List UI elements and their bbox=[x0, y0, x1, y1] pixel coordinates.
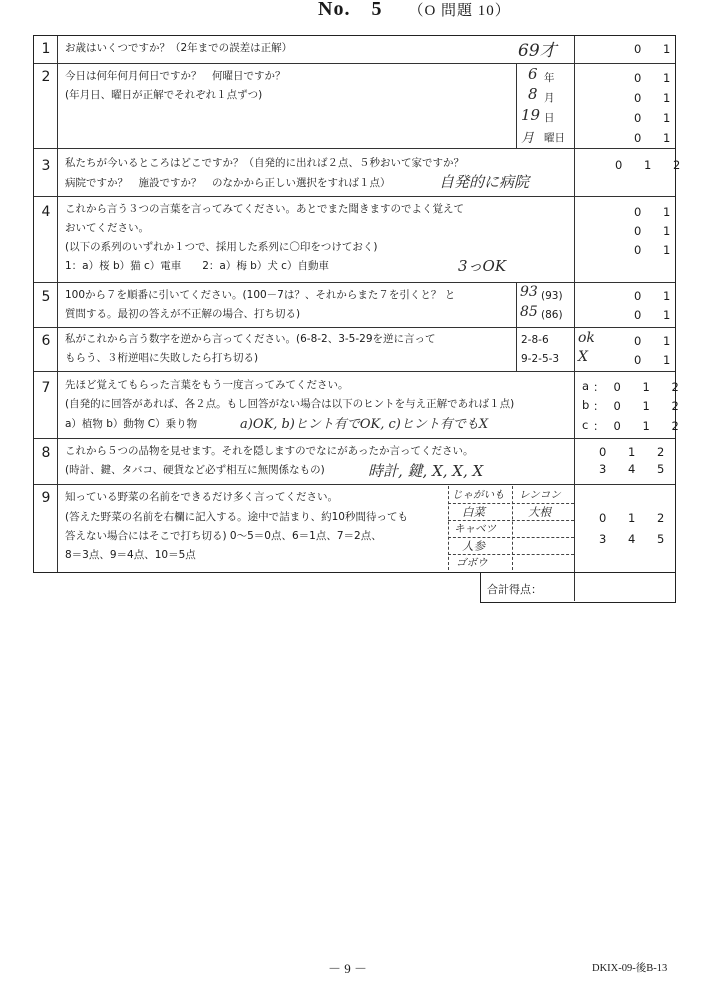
row-number: 3 bbox=[41, 158, 51, 174]
handwritten-vegetable: ゴボウ bbox=[456, 557, 488, 569]
question-text: 私がこれから言う数字を逆から言ってください。(6-8-2、3-5-29を逆に言って bbox=[65, 333, 436, 345]
page-number: － 9 － bbox=[328, 961, 368, 976]
handwritten-answer: 時計, 鍵, X, X, X bbox=[368, 462, 484, 480]
row-number: 1 bbox=[41, 41, 51, 57]
digit-sequence: 9-2-5-3 bbox=[521, 353, 560, 365]
handwritten-vegetable: 大根 bbox=[528, 505, 551, 519]
reference-answer: (86) bbox=[541, 309, 563, 321]
score-options: 0 1 2 bbox=[615, 158, 690, 172]
score-options: ：0 1 2 bbox=[593, 380, 688, 394]
handwritten-vegetable: 人参 bbox=[462, 539, 485, 553]
row-divider bbox=[34, 371, 675, 372]
assessment-table bbox=[33, 35, 690, 573]
score-options: 0 1 bbox=[634, 289, 680, 303]
total-divider bbox=[574, 573, 575, 601]
question-text: 私たちが今いるところはどこですか？（自発的に出れば２点、５秒おいて家ですか？ bbox=[65, 157, 464, 169]
row-number: 5 bbox=[41, 289, 51, 305]
question-text: (時計、鍵、タバコ、硬貨など必ず相互に無関係なもの) bbox=[65, 464, 325, 476]
form-subtitle: （O 問題 10） bbox=[408, 3, 511, 19]
item-label: b bbox=[582, 398, 590, 412]
unit-label: 月 bbox=[544, 92, 555, 104]
row-number: 7 bbox=[41, 380, 51, 396]
form-number: No. 5 bbox=[318, 0, 383, 20]
item-label: c bbox=[582, 418, 589, 432]
score-options: 0 1 bbox=[634, 91, 680, 105]
question-text: 知っている野菜の名前をできるだけ多く言ってください。 bbox=[65, 491, 338, 503]
handwritten-day: 19 bbox=[521, 106, 541, 124]
question-text: 病院ですか？ 施設ですか？ のなかから正しい選択をすれば１点） bbox=[65, 177, 391, 189]
question-text: 質問する。最初の答えが不正解の場合、打ち切る) bbox=[65, 308, 301, 320]
row-divider bbox=[34, 484, 675, 485]
score-options: 0 1 bbox=[634, 334, 680, 348]
score-column-divider bbox=[574, 36, 575, 572]
score-options: 0 1 bbox=[634, 243, 680, 257]
question-text: 8＝3点、9＝4点、10＝5点 bbox=[65, 549, 196, 561]
item-label: a bbox=[582, 379, 590, 393]
score-options: 0 1 bbox=[634, 131, 680, 145]
unit-label: 年 bbox=[544, 72, 555, 84]
score-options: 3 4 5 bbox=[599, 462, 674, 476]
handwritten-answer: 85 bbox=[520, 304, 538, 320]
question-text: もらう、３桁逆唱に失敗したら打ち切る) bbox=[65, 352, 259, 364]
row-number: 8 bbox=[41, 445, 51, 461]
document-code: DKIX-09-後B-13 bbox=[592, 963, 668, 974]
r9-veg-left-edge bbox=[448, 486, 449, 570]
total-score-label: 合計得点： bbox=[487, 583, 542, 596]
score-options: 0 1 bbox=[634, 224, 680, 238]
question-text: (以下の系列のいずれか１つで、採用した系列に〇印をつけておく) bbox=[65, 241, 378, 253]
score-options: ：0 1 2 bbox=[593, 399, 688, 413]
r2-answer-divider bbox=[516, 63, 517, 148]
question-text: これから言う３つの言葉を言ってみてください。あとでまた聞きますのでよく覚えて bbox=[65, 203, 464, 215]
row-divider bbox=[34, 282, 675, 283]
score-options: 0 1 bbox=[634, 71, 680, 85]
total-score-box bbox=[480, 573, 676, 603]
digit-sequence: 2-8-6 bbox=[521, 334, 549, 346]
form-header bbox=[318, 0, 511, 21]
handwritten-month: 8 bbox=[528, 85, 538, 103]
unit-label: 日 bbox=[544, 112, 555, 124]
question-text: 1：a）桜 b）猫 c）電車 2：a）梅 b）犬 c）自動車 bbox=[65, 260, 329, 272]
handwritten-weekday: 月 bbox=[521, 131, 535, 146]
row-divider bbox=[34, 327, 675, 328]
unit-label: 曜日 bbox=[544, 132, 565, 144]
handwritten-vegetable: じゃがいも bbox=[452, 489, 505, 501]
score-options: ：0 1 2 bbox=[593, 419, 688, 433]
score-options: 0 1 2 bbox=[599, 511, 674, 525]
question-text: お歳はいくつですか？（2年までの誤差は正解） bbox=[65, 42, 293, 54]
r9-veg-mid-edge bbox=[512, 486, 513, 570]
handwritten-answer: 自発的に病院 bbox=[439, 173, 530, 191]
handwritten-answer: 69才 bbox=[518, 41, 557, 61]
row-divider bbox=[34, 63, 675, 64]
question-text: 答えない場合にはそこで打ち切る) 0～5＝0点、6＝1点、7＝2点、 bbox=[65, 530, 382, 542]
question-text: 今日は何年何月何日ですか？ 何曜日ですか？ bbox=[65, 70, 286, 82]
handwritten-answer: ok bbox=[578, 330, 595, 346]
score-options: 0 1 bbox=[634, 42, 680, 56]
question-text: (年月日、曜日が正解でそれぞれ１点ずつ) bbox=[65, 89, 263, 101]
question-text: これから５つの品物を見せます。それを隠しますのでなにがあったか言ってください。 bbox=[65, 445, 474, 457]
score-options: 0 1 bbox=[634, 308, 680, 322]
reference-answer: (93) bbox=[541, 290, 563, 302]
question-text: 先ほど覚えてもらった言葉をもう一度言ってみてください。 bbox=[65, 379, 349, 391]
row-divider bbox=[34, 196, 675, 197]
number-column-divider bbox=[57, 36, 58, 572]
question-text: おいてください。 bbox=[65, 222, 149, 234]
score-options: 0 1 2 bbox=[599, 445, 674, 459]
row-number: 9 bbox=[41, 490, 51, 506]
handwritten-answer: a)OK, b)ヒント有でOK, c)ヒント有でもX bbox=[240, 417, 489, 432]
score-options: 3 4 5 bbox=[599, 532, 674, 546]
handwritten-vegetable: キャベツ bbox=[454, 523, 496, 535]
score-options: 0 1 bbox=[634, 353, 680, 367]
handwritten-year: 6 bbox=[528, 65, 538, 83]
question-text: a）植物 b）動物 C）乗り物 bbox=[65, 418, 198, 430]
row-divider bbox=[34, 148, 675, 149]
row-number: 2 bbox=[41, 69, 51, 85]
question-text: (答えた野菜の名前を右欄に記入する。途中で詰まり、約10秒間待っても bbox=[65, 511, 408, 523]
score-options: 0 1 bbox=[634, 205, 680, 219]
row-divider bbox=[34, 438, 675, 439]
handwritten-answer: 3っOK bbox=[458, 257, 507, 275]
handwritten-answer: 93 bbox=[520, 284, 538, 300]
row-number: 4 bbox=[41, 204, 51, 220]
handwritten-vegetable: 白菜 bbox=[462, 505, 485, 519]
question-text: 100から７を順番に引いてください。(100－7は？、それからまた７を引くと？ と bbox=[65, 289, 456, 301]
handwritten-vegetable: レンコン bbox=[519, 489, 561, 501]
row-number: 6 bbox=[41, 333, 51, 349]
question-text: (自発的に回答があれば、各２点。もし回答がない場合は以下のヒントを与え正解であれば１点) bbox=[65, 398, 515, 410]
handwritten-answer: X bbox=[578, 349, 588, 365]
score-options: 0 1 bbox=[634, 111, 680, 125]
